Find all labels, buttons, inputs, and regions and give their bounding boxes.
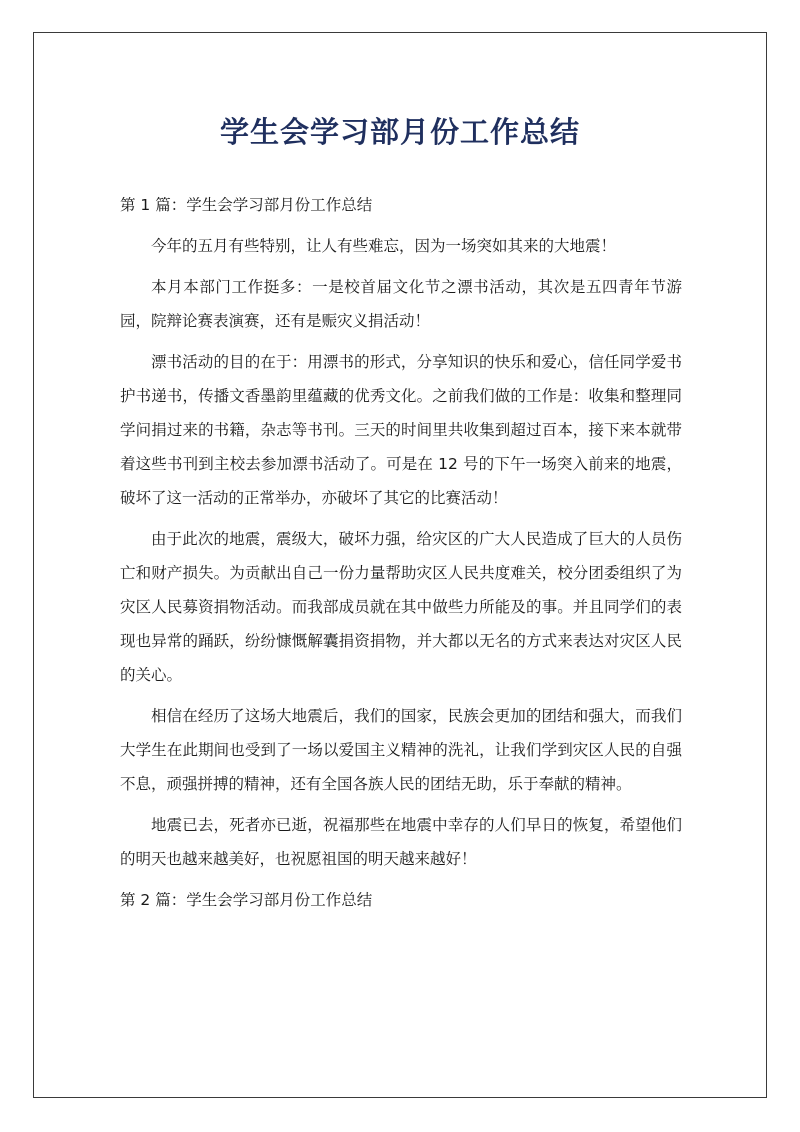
paragraph: 相信在经历了这场大地震后，我们的国家，民族会更加的团结和强大，而我们大学生在此期间也受到了一场以爱国主义精神的洗礼，让我们学到灾区人民的自强不息，顽强拼搏的精神，还有全国各族人民的团结无助，乐于奉献的精神。 (120, 707, 682, 793)
section-heading-1: 第 1 篇：学生会学习部月份工作总结 (120, 196, 373, 214)
paragraph: 由于此次的地震，震级大，破坏力强，给灾区的广大人民造成了巨大的人员伤亡和财产损失。为贡献出自己一份力量帮助灾区人民共度难关，校分团委组织了为灾区人民募资捐物活动。而我部成员就在其中做些力所能及的事。并且同学们的表现也异常的踊跃，纷纷慷慨解囊捐资捐物，并大都以无名的方式来表达对灾区人民的关心。 (120, 530, 682, 684)
paragraph: 今年的五月有些特别，让人有些难忘，因为一场突如其来的大地震！ (151, 237, 617, 255)
document-title: 学生会学习部月份工作总结 (219, 115, 580, 149)
document-body (120, 188, 682, 924)
paragraph: 漂书活动的目的在于：用漂书的形式，分享知识的快乐和爱心，信任同学爱书护书递书，传播文香墨韵里蕴藏的优秀文化。之前我们做的工作是：收集和整理同学问捐过来的书籍，杂志等书刊。三天的时间里共收集到超过百本，接下来本就带着这些书刊到主校去参加漂书活动了。可是在 12 号的下午一场突入前来的地震，破坏了这一活动的正常举办，亦破坏了其它的比赛活动！ (120, 353, 682, 507)
section-heading-2: 第 2 篇：学生会学习部月份工作总结 (120, 891, 373, 909)
paragraph: 地震已去，死者亦已逝，祝福那些在地震中幸存的人们早日的恢复，希望他们的明天也越来越美好，也祝愿祖国的明天越来越好！ (120, 816, 682, 868)
paragraph: 本月本部门工作挺多：一是校首届文化节之漂书活动，其次是五四青年节游园，院辩论赛表演赛，还有是赈灾义捐活动！ (120, 278, 682, 330)
